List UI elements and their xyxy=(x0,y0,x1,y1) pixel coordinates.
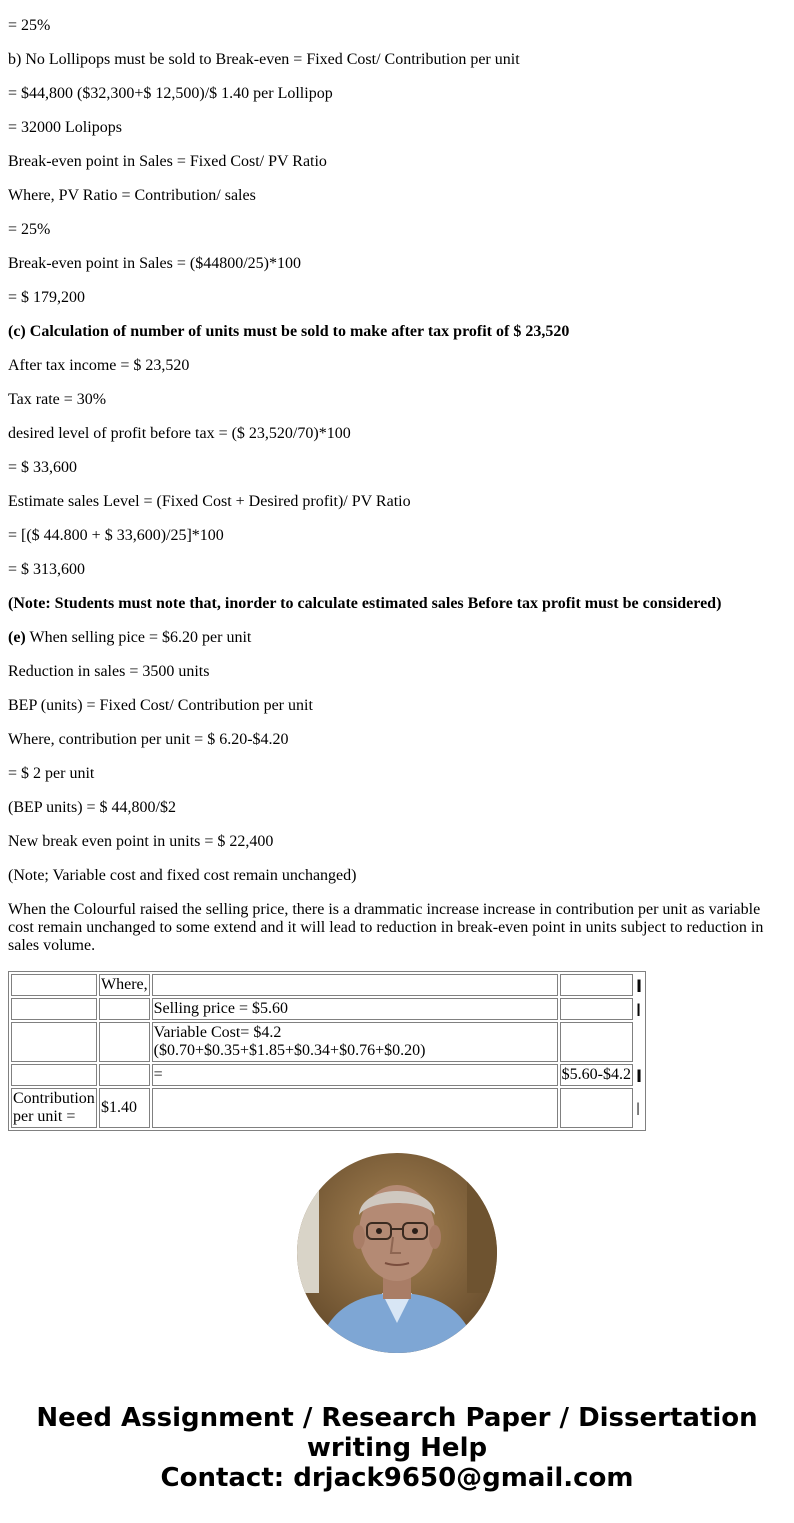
table-bar-marks: || xyxy=(635,1002,639,1016)
author-avatar xyxy=(297,1153,497,1353)
table-row xyxy=(11,1022,643,1062)
text-line: = $ 313,600 xyxy=(8,561,86,578)
author-photo-icon xyxy=(297,1153,497,1353)
table-cell xyxy=(99,1064,150,1086)
text-line: Reduction in sales = 3500 units xyxy=(8,663,210,680)
text-line-body: When selling pice = $6.20 per unit xyxy=(25,629,252,646)
text-line: Tax rate = 30% xyxy=(8,391,107,408)
text-line: = $ 2 per unit xyxy=(8,765,95,782)
text-line: = $44,800 ($32,300+$ 12,500)/$ 1.40 per Lollipop xyxy=(8,85,333,102)
table-cell: $1.40 xyxy=(99,1088,150,1128)
table-cell xyxy=(560,974,633,996)
table-cell xyxy=(560,998,633,1020)
text-line: Where, PV Ratio = Contribution/ sales xyxy=(8,187,256,204)
table-bar-marks: | xyxy=(635,1101,638,1115)
table-cell: = xyxy=(152,1064,558,1086)
text-line: = [($ 44.800 + $ 33,600)/25]*100 xyxy=(8,527,224,544)
contribution-table xyxy=(8,971,646,1131)
text-line: (Note; Variable cost and fixed cost remain unchanged) xyxy=(8,867,357,884)
text-line: Estimate sales Level = (Fixed Cost + Desired profit)/ PV Ratio xyxy=(8,493,411,510)
table-bar-cell xyxy=(635,1088,643,1128)
table-cell xyxy=(152,974,558,996)
promo-banner xyxy=(0,1403,794,1493)
text-line xyxy=(8,0,778,1)
table-row xyxy=(11,998,643,1020)
text-line: = $ 33,600 xyxy=(8,459,78,476)
table-bar-marks: ||| xyxy=(635,978,640,992)
text-line: = 25% xyxy=(8,221,51,238)
text-line: = 25% xyxy=(8,17,51,34)
text-line: New break even point in units = $ 22,400 xyxy=(8,833,274,850)
table-row xyxy=(11,1088,643,1128)
document-body xyxy=(8,0,778,1131)
promo-line-1: Need Assignment / Research Paper / Dissertation xyxy=(36,1403,758,1433)
promo-line-2: writing Help xyxy=(306,1433,488,1463)
text-line: When the Colourful raised the selling price, there is a drammatic increase increase in contribution per unit as variable cost remain unchanged to some extend and it will lead to reduction in break-even point in units subject to reduction in sales volume. xyxy=(8,901,764,954)
text-line: (BEP units) = $ 44,800/$2 xyxy=(8,799,176,816)
table-cell xyxy=(152,1088,558,1128)
text-line: BEP (units) = Fixed Cost/ Contribution per unit xyxy=(8,697,313,714)
promo-contact: Contact: drjack9650@gmail.com xyxy=(160,1463,634,1493)
table-bar-marks: ||| xyxy=(635,1068,640,1082)
text-line-prefix: (e) xyxy=(8,629,26,646)
text-line: Break-even point in Sales = ($44800/25)*100 xyxy=(8,255,301,272)
table-cell: Selling price = $5.60 xyxy=(152,998,558,1020)
table-cell: Contribution per unit = xyxy=(11,1088,97,1128)
table-cell xyxy=(11,1064,97,1086)
text-line: (Note: Students must note that, inorder to calculate estimated sales Before tax profit must be considered) xyxy=(8,595,722,612)
text-line: b) No Lollipops must be sold to Break-even = Fixed Cost/ Contribution per unit xyxy=(8,51,520,68)
text-line: = $ 179,200 xyxy=(8,289,86,306)
table-row xyxy=(11,1064,643,1086)
text-line xyxy=(8,629,778,647)
table-bar-cell xyxy=(635,1064,643,1086)
text-line: (c) Calculation of number of units must be sold to make after tax profit of $ 23,520 xyxy=(8,323,570,340)
table-cell: $5.60-$4.2 xyxy=(560,1064,633,1086)
text-line: Break-even point in Sales = Fixed Cost/ PV Ratio xyxy=(8,153,327,170)
table-bar-cell xyxy=(635,998,643,1020)
table-cell xyxy=(560,1088,633,1128)
table-row xyxy=(11,974,643,996)
table-bar-cell xyxy=(635,1022,643,1062)
table-cell: Where, xyxy=(99,974,150,996)
table-cell xyxy=(11,1022,97,1062)
table-cell xyxy=(99,1022,150,1062)
table-bar-cell xyxy=(635,974,643,996)
text-line: Where, contribution per unit = $ 6.20-$4.20 xyxy=(8,731,289,748)
table-cell xyxy=(560,1022,633,1062)
text-line: = 32000 Lolipops xyxy=(8,119,122,136)
table-cell: Variable Cost= $4.2 ($0.70+$0.35+$1.85+$0.34+$0.76+$0.20) xyxy=(152,1022,558,1062)
table-cell xyxy=(99,998,150,1020)
text-line: After tax income = $ 23,520 xyxy=(8,357,190,374)
text-line: desired level of profit before tax = ($ 23,520/70)*100 xyxy=(8,425,351,442)
solution-text xyxy=(8,0,778,955)
table-cell xyxy=(11,974,97,996)
table-cell xyxy=(11,998,97,1020)
